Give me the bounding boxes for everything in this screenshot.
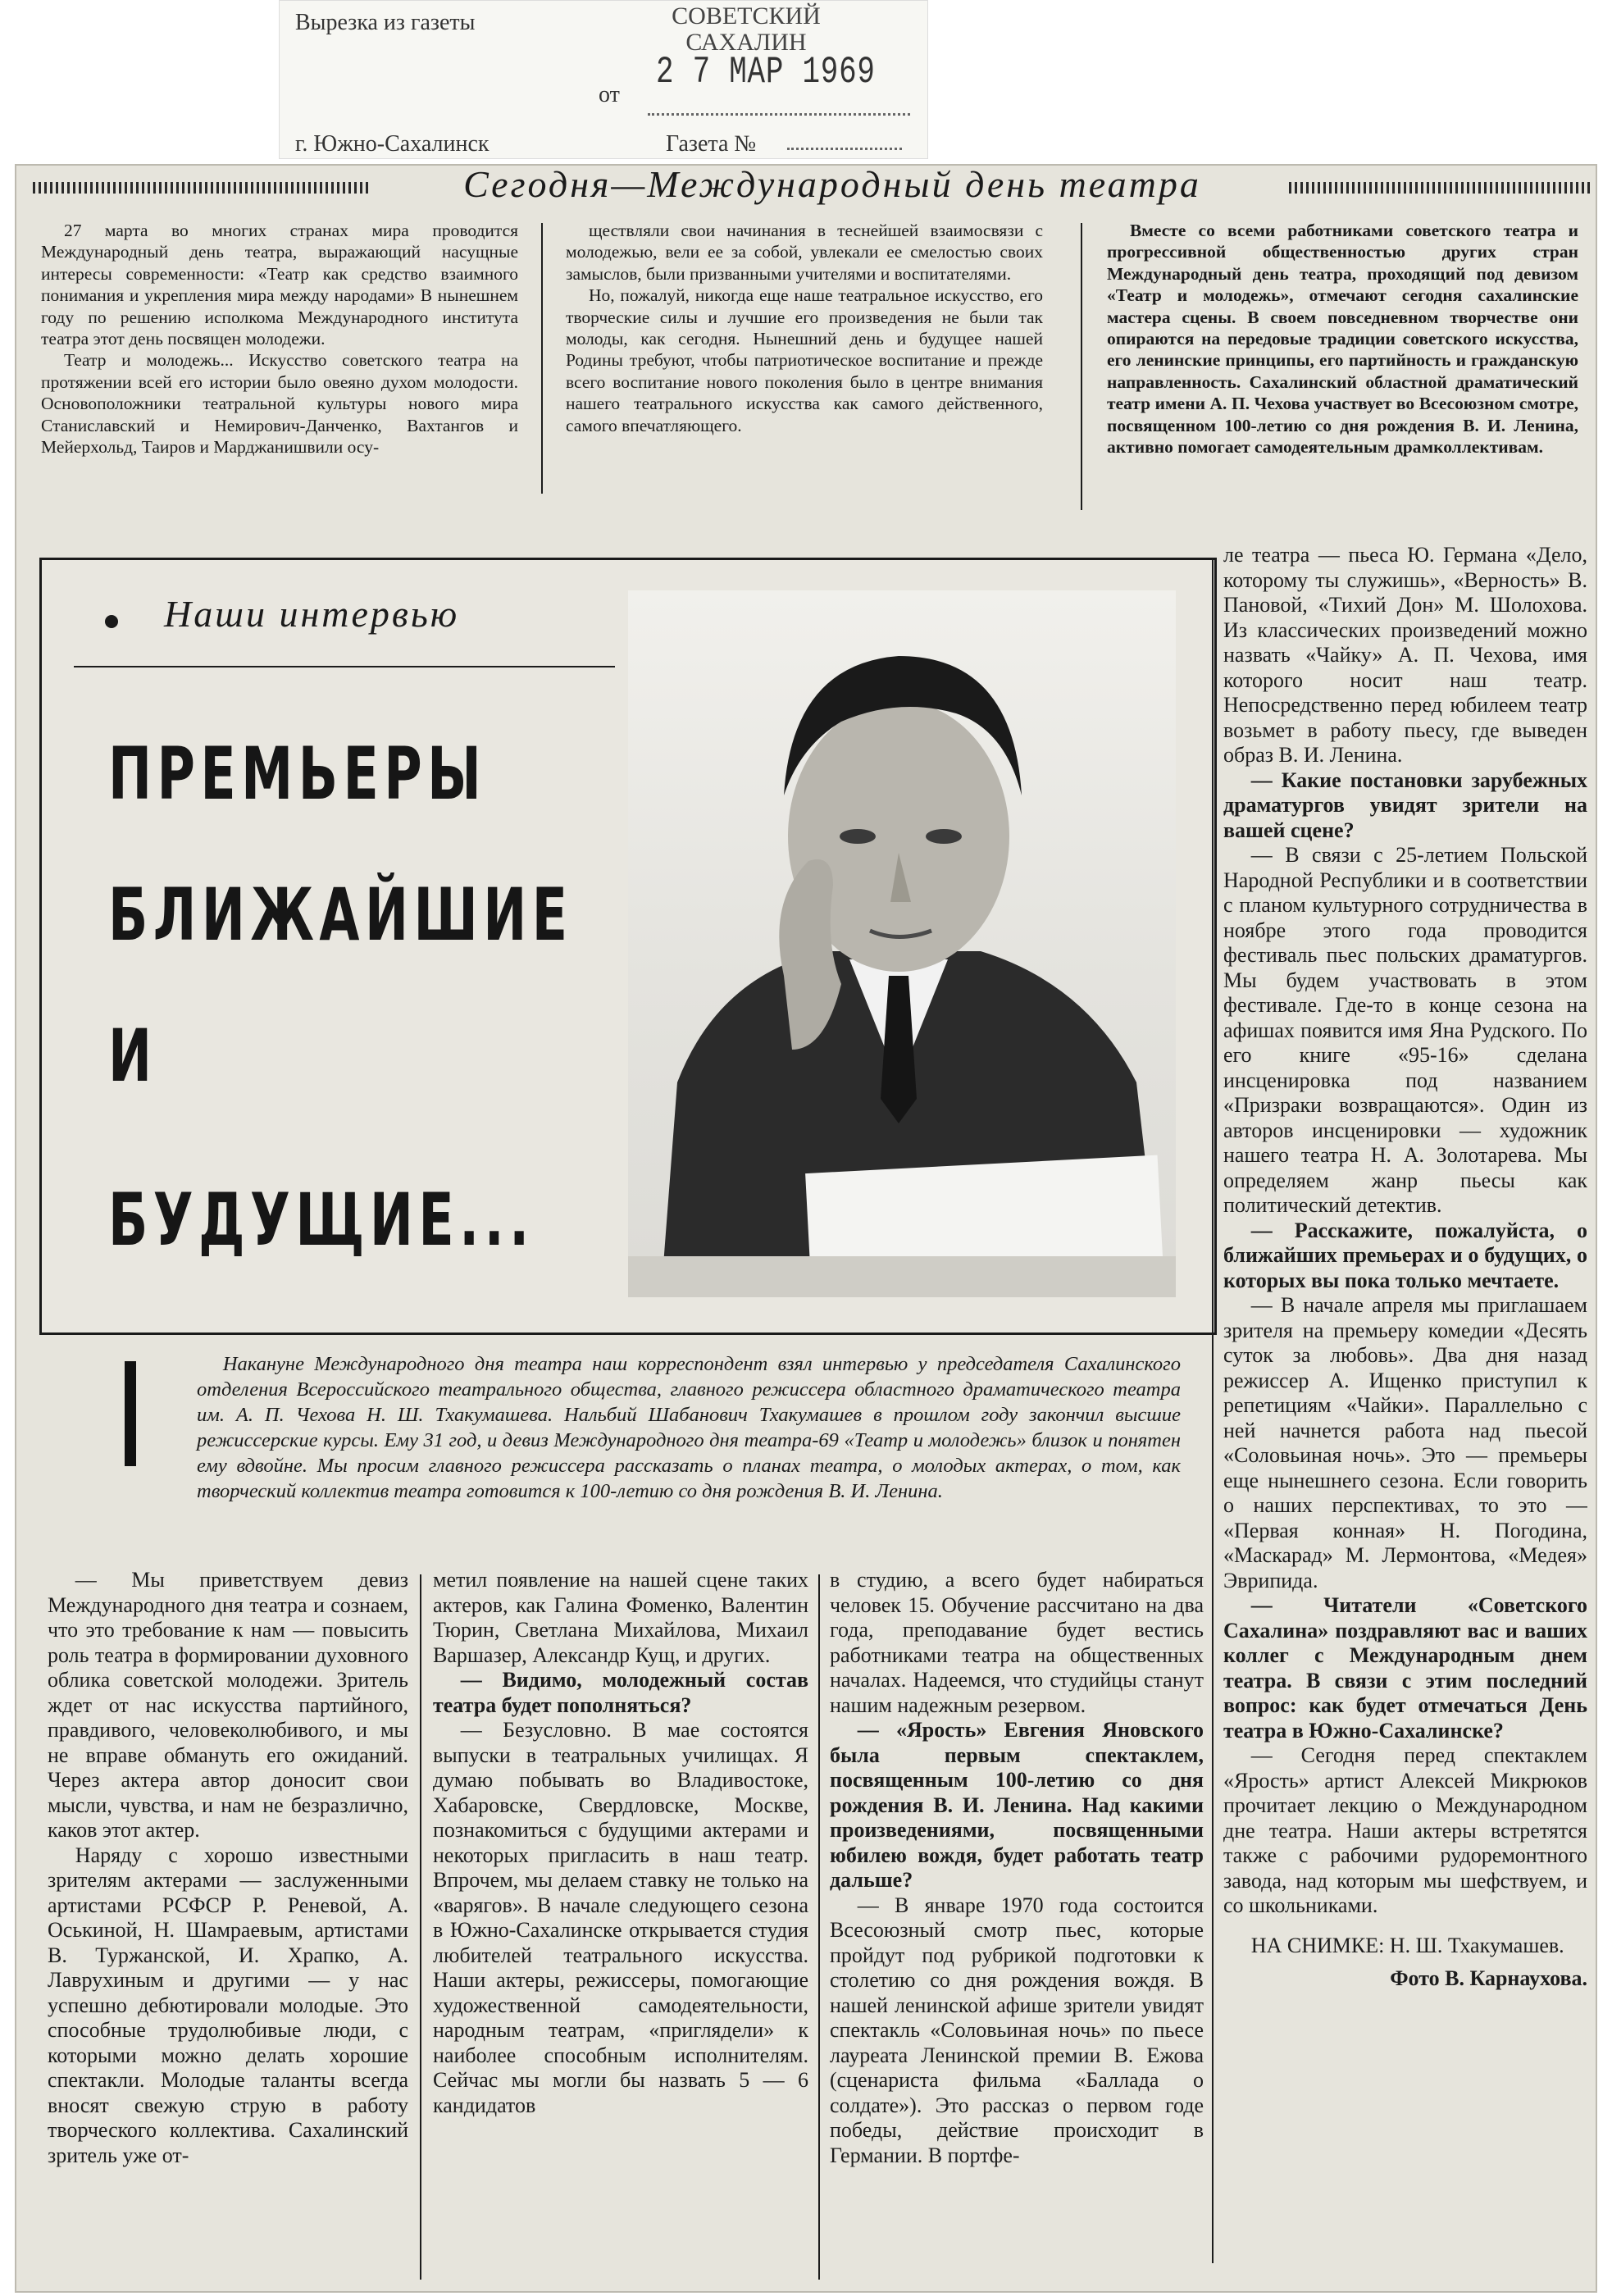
right-question: — Читатели «Советского Сахалина» поздравляют вас и ваших коллег с Международным днем театра. В связи с этим последний вопрос: как будет отмечаться День театра в Южно-Сахалинске?	[1223, 1593, 1587, 1742]
label-issue: Газета №	[666, 131, 757, 157]
eye-right	[926, 829, 962, 844]
headline-line-2: БЛИЖАЙШИЕ	[108, 872, 573, 957]
desk-edge	[628, 1256, 1176, 1297]
lead-initial-bar	[125, 1361, 136, 1466]
top-paragraph: Театр и молодежь... Искусство советского театра на протяжении всей его истории было овеяно духом молодости. Основоположники театральной культуры нового мира Станиславский и Немирович-Данченко, Вахтангов и Мейерхольд, Таиров и Марджанишвили осу-	[41, 350, 518, 458]
label-issue-dots	[787, 148, 902, 150]
label-newspaper-name: СОВЕТСКИЙ САХАЛИН	[672, 2, 821, 56]
right-column	[1223, 543, 1587, 2216]
lead-text: Накануне Международного дня театра наш корреспондент взял интервью у председателя Сахалинского отделения Всероссийского театрального общества, главного режиссера областного драматического театра им. А. П. Чехова Н. Ш. Тхакумашева. Нальбий Шабанович Тхакумашев в прошлом году закончил высшие режиссерские курсы. Ему 31 год, и девиз Международного дня театра-69 «Театр и молодежь» близок и понятен ему вдвойне. Мы просим главного режиссера рассказать о планах театра, о молодых актерах, о том, как творческий коллектив театра готовится к 100-летию со дня рождения В. И. Ленина.	[197, 1353, 1181, 1502]
banner-hatch-left	[33, 182, 369, 194]
right-paragraph: ле театра — пьеса Ю. Германа «Дело, которому ты служишь», «Верность» В. Пановой, «Тихий Дон» М. Шолохова. Из классических произведений можно назвать «Чайку» А. П. Чехова, имя которого носит наш театр. Непосредственно перед юбилеем театр возьмет в работу пьесу, где выведен образ В. И. Ленина.	[1223, 543, 1587, 767]
body-paragraph: — В январе 1970 года состоится Всесоюзный смотр пьес, которые пройдут под рубрикой подготовки к столетию со дня рождения вождя. В нашей ленинской афише зрители увидят спектакль «Соловьиная ночь» по пьесе лауреата Ленинской премии В. Ежова (сценариста фильма «Баллада о солдате»). Это рассказ о первом годе победы, действие происходит в Германии. В портфе-	[830, 1893, 1204, 2167]
body-paragraph: — Мы приветствуем девиз Международного дня театра и сознаем, что это требование к нам — повысить роль театра в формировании духовного облика советской молодежи. Зритель ждет от нас искусства партийного, правдивого, человеколюбивого, и мы не вправе обмануть его ожиданий. Через актера автор доносит свои мысли, чувства, и нам не безразлично, каков этот актер.	[48, 1568, 408, 1842]
right-paragraph: — В связи с 25-летием Польской Народной Республики и в соответствии с планом культурного сотрудничества в ноябре этого года проводится фестиваль пьес польских драматургов. Мы будем участвовать в этом фестивале. Где-то в конце сезона на афишах появится имя Яна Рудского. По его книге «95-16» сделана инсценировка под названием «Призраки возвращаются». Один из авторов инсценировки — художник нашего театра Н. А. Золотарева. Мы определяем жанр пьесы как политический детектив.	[1223, 843, 1587, 1217]
right-question: — Какие постановки зарубежных драматургов увидят зрители на вашей сцене?	[1223, 768, 1587, 842]
portrait-drawing	[628, 590, 1176, 1297]
body-question: — Видимо, молодежный состав театра будет пополняться?	[433, 1668, 808, 1717]
photo-credit: Фото В. Карнаухова.	[1390, 1966, 1587, 1990]
right-column-divider	[1212, 558, 1214, 2263]
body-divider-1	[420, 1574, 421, 2280]
rubric-label: Наши интервью	[164, 593, 460, 635]
body-paragraph: Наряду с хорошо известными зрителям актерами — заслуженными артистами РСФСР Р. Реневой, А. Оськиной, Н. Шамраевым, артистами В. Туржанской, И. Храпко, А. Лаврухиным и другими — у нас успешно дебютировали молодые. Это способные трудолюбивые люди, с которыми можно делать хорошие спектакли. Молодые таланты всегда вносят свежую струю в работу творческого коллектива. Сахалинский зритель уже от-	[48, 1843, 408, 2167]
body-column-1	[48, 1568, 408, 2289]
label-date-stamp: 2 7 МАР 1969	[656, 51, 876, 93]
top-paragraph: ществляли свои начинания в теснейшей взаимосвязи с молодежью, вели ее за собой, увлекали ее смелостью своих замыслов, были призванными учителями и воспитателями.	[566, 221, 1043, 284]
top-paragraph: Вместе со всеми работниками советского театра и прогрессивной общественностью других стран Международный день театра, проходящий под девизом «Театр и молодежь», отмечают сегодня сахалинские мастера сцены. В своем повседневном творчестве они опираются на передовые традиции советского искусства, его ленинские принципы, его партийность и гражданскую направленность. Сахалинский областной драматический театр имени А. П. Чехова участвует во Всесоюзном смотре, посвященном 100-летию со дня рождения В. И. Ленина, активно помогает самодеятельным драмколлективам.	[1107, 221, 1578, 458]
body-paragraph: — Безусловно. В мае состоятся выпуски в театральных училищах. Я думаю побывать во Владивостоке, Хабаровске, Свердловске, Москве, познакомиться с будущими актерами и некоторых пригласить в наш театр. Впрочем, мы делаем ставку не только на «варягов». В начале следующего сезона в Южно-Сахалинске открывается студия любителей театрального искусства. Наши актеры, режиссеры, помогающие художественной самодеятельности, народным театрам, «приглядели» к наиболее способным исполнителям. Сейчас мы могли бы назвать 5 — 6 кандидатов	[433, 1718, 808, 2117]
body-divider-2	[818, 1574, 820, 2280]
photo-caption: НА СНИМКЕ: Н. Ш. Тхакумашев.	[1250, 1933, 1564, 1957]
headline-line-3: И	[108, 1014, 157, 1098]
body-question: — «Ярость» Евгения Яновского была первым спектаклем, посвященным 100-летию со дня рождения В. И. Ленина. Над какими произведениями, посвященными юбилею вождя, будет работать театр дальше?	[830, 1718, 1204, 1892]
banner-title: Сегодня—Международный день театра	[463, 163, 1201, 205]
label-cutout-from: Вырезка из газеты	[295, 10, 476, 35]
banner-hatch-right	[1289, 182, 1592, 194]
headline-line-1: ПРЕМЬЕРЫ	[108, 731, 487, 816]
top-column-1	[41, 220, 518, 523]
label-from-prefix: от	[599, 82, 620, 107]
top-column-2	[566, 220, 1043, 523]
body-paragraph: в студию, а всего будет набираться человек 15. Обучение рассчитано на два года, преподавание будет вестись работниками театра на общественных началах. Надеемся, что студийцы станут нашим надежным резервом.	[830, 1568, 1204, 1717]
label-dotted-line	[648, 113, 910, 116]
top-paragraph: Но, пожалуй, никогда еще наше театральное искусство, его творческие силы и лучшие его произведения не были так молоды, как сегодня. Нынешний день и будущее нашей Родины требуют, чтобы патриотическое воспитание и прежде всего воспитание нового поколения было в центре внимания нашего театрального искусства как самого действенного, самого впечатляющего.	[566, 285, 1043, 435]
eye-left	[840, 829, 876, 844]
right-question: — Расскажите, пожалуйста, о ближайших премьерах и о будущих, о которых вы пока только мечтаете.	[1223, 1218, 1587, 1292]
body-paragraph: метил появление на нашей сцене таких актеров, как Галина Фоменко, Валентин Тюрин, Светлана Михайлова, Михаил Варшазер, Александр Кущ, и других.	[433, 1568, 808, 1667]
rubric-rule	[74, 666, 615, 667]
top-divider-2	[1081, 223, 1082, 510]
top-divider-1	[541, 223, 543, 494]
right-paragraph: — Сегодня перед спектаклем «Ярость» артист Алексей Микрюков прочитает лекцию о Международном дне театра. Наши актеры встретятся также с рабочими рудоремонтного завода, над которым мы шефствуем, и со школьниками.	[1223, 1743, 1587, 1917]
top-paragraph: 27 марта во многих странах мира проводится Международный день театра, выражающий насущные интересы современности: «Театр как средство взаимного понимания и укрепления мира между народами» В нынешнем году по решению исполкома Международного института театра этот день посвящен молодежи.	[41, 221, 518, 349]
label-city: г. Южно-Сахалинск	[295, 131, 490, 157]
headline-line-4: БУДУЩИЕ...	[108, 1178, 535, 1262]
portrait-photo	[628, 590, 1176, 1297]
top-column-3	[1107, 220, 1578, 523]
body-column-2	[433, 1568, 808, 2289]
right-paragraph: — В начале апреля мы приглашаем зрителя на премьеру комедии «Десять суток за любовь». Два дня назад режиссер А. Ищенко приступил к репетициям «Чайки». Параллельно с ней начнется работа над пьесой «Соловьиная ночь». Это — премьеры еще нынешнего сезона. Если говорить о наших перспективах, то это — «Первая конная» Н. Погодина, «Маскарад» М. Лермонтова, «Медея» Эврипида.	[1223, 1293, 1587, 1592]
body-column-3	[830, 1568, 1204, 2289]
rubric-bullet-icon	[105, 615, 118, 628]
